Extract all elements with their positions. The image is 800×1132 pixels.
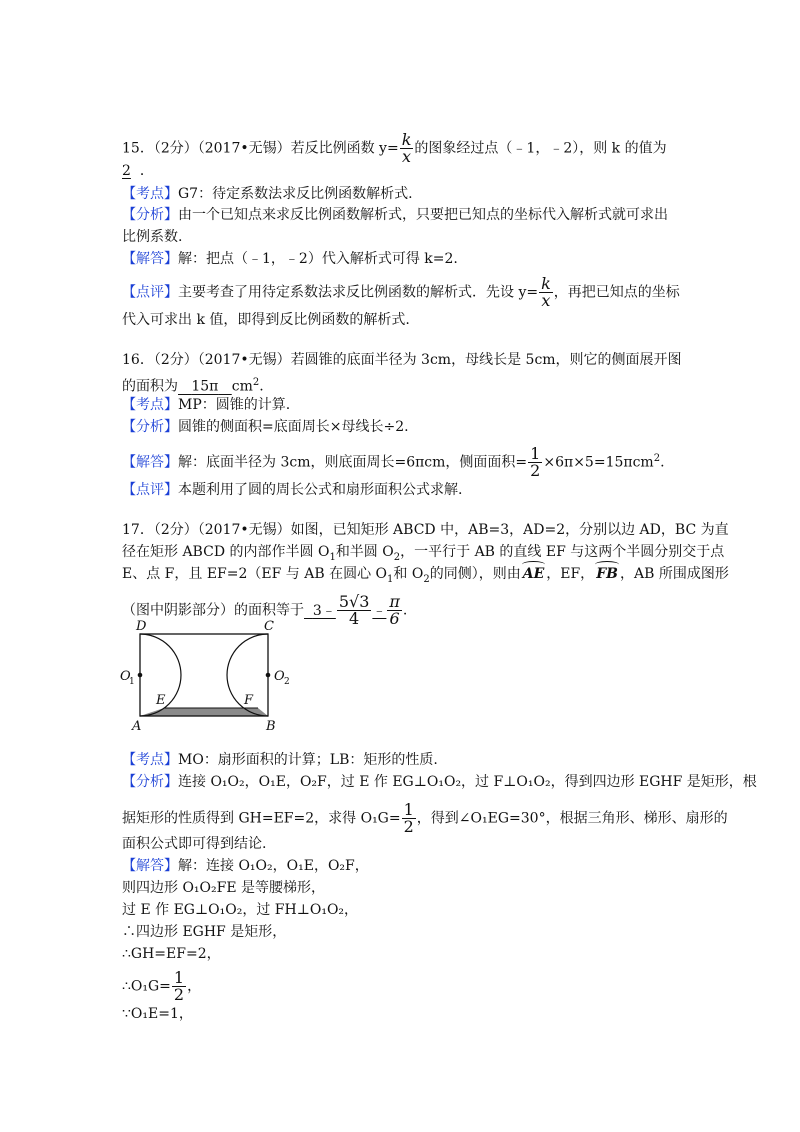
q17-answer: 3﹣ $\frac{5√3}{4}$ ﹣ $\frac{\pi}{6}$ (312, 592, 400, 628)
q15-answer: 2 ． (122, 163, 154, 179)
arc-fb: FB (596, 566, 618, 582)
q17-fenxi-3: 面积公式即可得到结论. (122, 836, 267, 852)
label-c: C (264, 619, 274, 634)
q17-stem-line2: 径在矩形 ABCD 的内部作半圆 $O_1$和半圆 $O_2$，一平行于 AB 的直线 EF 与这两个半圆分别交于点 (122, 544, 725, 563)
q17-fenxi-2: 据矩形的性质得到 GH=EF=2，求得 O₁G= $\frac{1}{2}$ ，得到∠O₁EG=30°，根据三角形、梯形、扇形的 (122, 800, 728, 836)
label-o1-sub: 1 (129, 677, 135, 687)
q15-kaodian: 【考点】G7：待定系数法求反比例函数解析式. (122, 186, 413, 202)
label-b: B (266, 719, 276, 734)
label-o1: O (120, 669, 131, 684)
q17-stem-line3: E、点 F，且 EF=2（EF 与 AB 在圆心 $O_1$和 $O_2$的同侧），则由 AE ，EF， FB ，AB 所围成图形 (122, 566, 729, 585)
q17-jieda-6: ∴O₁G= $\frac{1}{2}$ ， (122, 968, 202, 1004)
q17-kaodian: 【考点】MO：扇形面积的计算；LB：矩形的性质. (122, 752, 438, 768)
q16-kaodian: 【考点】MP：圆锥的计算. (122, 397, 291, 413)
q17-jieda-3: 过 E 作 EG⊥O₁O₂，过 FH⊥O₁O₂， (122, 902, 359, 918)
fraction-k-over-x: $\frac{k}{x}$ (401, 130, 412, 166)
q16-stem-line1: 16．（2分）（2017•无锡）若圆锥的底面半径为 3cm，母线长是 5cm，则它的侧面展开图 (122, 352, 682, 368)
q15-dianping: 【点评】主要考查了用待定系数法求反比例函数的解析式．先设 y= $\frac{k}{x}$ ，再把已知点的坐标 (122, 274, 680, 310)
label-o2: O (274, 669, 285, 684)
q17-stem-line4: （图中阴影部分）的面积等于 3﹣ $\frac{5√3}{4}$ ﹣ $\frac{\pi}{6}$ . (122, 592, 408, 628)
label-a: A (132, 719, 142, 734)
fraction-one-half: $\frac{1}{2}$ (530, 444, 541, 480)
q16-fenxi: 【分析】圆锥的侧面积=底面周长×母线长÷2. (122, 419, 409, 435)
rectangle-semicircles-figure (118, 618, 298, 736)
arc-ae: AE (522, 566, 545, 582)
q17-fenxi: 【分析】连接 O₁O₂，O₁E，O₂F，过 E 作 EG⊥O₁O₂，过 F⊥O₁O₂，得到四边形 EGHF 是矩形，根 (122, 774, 757, 790)
q15-stem-line1: 15．（2分）（2017•无锡）若反比例函数 y= $\frac{k}{x}$ 的图象经过点（﹣1，﹣2），则 k 的值为 (122, 130, 667, 166)
q15-fenxi-2: 比例系数. (122, 229, 183, 245)
q16-jieda: 【解答】解：底面半径为 3cm，则底面周长=6πcm，侧面面积= $\frac{1}{2}$ ×6π×5=15πcm$^2$. (122, 444, 665, 480)
q16-stem-line2: 的面积为 15π $cm^2$. (122, 377, 264, 395)
q16-dianping: 【点评】本题利用了圆的周长公式和扇形面积公式求解. (122, 482, 463, 498)
q17-jieda: 【解答】解：连接 O₁O₂，O₁E，O₂F， (122, 858, 369, 874)
center-o1 (138, 673, 143, 678)
center-o2 (266, 673, 271, 678)
label-o2-sub: 2 (284, 677, 290, 687)
q15-dianping-2: 代入可求出 k 值，即得到反比例函数的解析式. (122, 312, 410, 328)
label-d: D (136, 619, 147, 634)
label-f: F (244, 693, 254, 708)
q17-jieda-2: 则四边形 O₁O₂FE 是等腰梯形， (122, 880, 326, 896)
q15-fenxi: 【分析】由一个已知点来求反比例函数解析式，只要把已知点的坐标代入解析式就可求出 (122, 207, 668, 223)
label-e: E (156, 693, 166, 708)
fraction-k-over-x-2: $\frac{k}{x}$ (541, 274, 551, 310)
q17-jieda-4: ∴四边形 EGHF 是矩形， (122, 924, 287, 940)
q17-jieda-7: ∵O₁E=1， (122, 1006, 193, 1022)
q15-jieda: 【解答】解：把点（﹣1，﹣2）代入解析式可得 k=2. (122, 251, 458, 267)
q17-stem-line1: 17．（2分）（2017•无锡）如图，已知矩形 ABCD 中，AB=3，AD=2，分别以边 AD，BC 为直 (122, 522, 729, 538)
q17-jieda-5: ∴GH=EF=2， (122, 946, 221, 962)
